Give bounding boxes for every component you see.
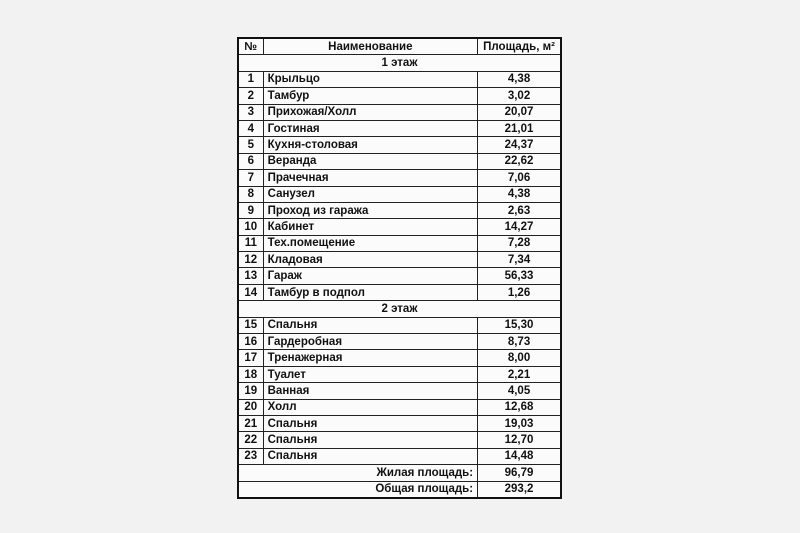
room-name: Тех.помещение bbox=[263, 235, 477, 251]
header-name: Наименование bbox=[263, 38, 477, 55]
table-row bbox=[238, 252, 561, 268]
room-name: Крыльцо bbox=[263, 71, 477, 87]
table-row bbox=[238, 334, 561, 350]
room-number: 18 bbox=[238, 366, 263, 382]
room-number: 9 bbox=[238, 202, 263, 218]
room-number: 2 bbox=[238, 88, 263, 104]
header-row bbox=[238, 38, 561, 55]
room-number: 5 bbox=[238, 137, 263, 153]
room-name: Тамбур bbox=[263, 88, 477, 104]
table-row bbox=[238, 153, 561, 169]
table-row bbox=[238, 268, 561, 284]
table-row bbox=[238, 415, 561, 431]
room-name: Спальня bbox=[263, 317, 477, 333]
room-name: Прихожая/Холл bbox=[263, 104, 477, 120]
room-area: 3,02 bbox=[478, 88, 561, 104]
room-number: 12 bbox=[238, 252, 263, 268]
floor-label: 1 этаж bbox=[238, 55, 561, 71]
table-row bbox=[238, 350, 561, 366]
room-area: 2,21 bbox=[478, 366, 561, 382]
room-name: Тренажерная bbox=[263, 350, 477, 366]
room-area: 8,00 bbox=[478, 350, 561, 366]
room-name: Спальня bbox=[263, 415, 477, 431]
room-area-table bbox=[237, 37, 562, 499]
room-number: 4 bbox=[238, 120, 263, 136]
room-name: Кухня-столовая bbox=[263, 137, 477, 153]
room-area: 2,63 bbox=[478, 202, 561, 218]
room-number: 3 bbox=[238, 104, 263, 120]
room-number: 15 bbox=[238, 317, 263, 333]
room-number: 23 bbox=[238, 448, 263, 464]
table-row bbox=[238, 186, 561, 202]
room-name: Гостиная bbox=[263, 120, 477, 136]
room-area: 8,73 bbox=[478, 334, 561, 350]
table-body bbox=[238, 55, 561, 498]
room-name: Гардеробная bbox=[263, 334, 477, 350]
floor-label: 2 этаж bbox=[238, 301, 561, 317]
room-area: 14,48 bbox=[478, 448, 561, 464]
room-name: Прачечная bbox=[263, 170, 477, 186]
table-row bbox=[238, 88, 561, 104]
room-name: Спальня bbox=[263, 448, 477, 464]
room-area: 24,37 bbox=[478, 137, 561, 153]
room-area: 4,38 bbox=[478, 71, 561, 87]
total-row bbox=[238, 465, 561, 481]
room-number: 20 bbox=[238, 399, 263, 415]
header-area: Площадь, м² bbox=[478, 38, 561, 55]
total-row bbox=[238, 481, 561, 498]
room-number: 6 bbox=[238, 153, 263, 169]
table-row bbox=[238, 383, 561, 399]
room-number: 1 bbox=[238, 71, 263, 87]
room-number: 22 bbox=[238, 432, 263, 448]
total-value: 293,2 bbox=[478, 481, 561, 498]
room-number: 21 bbox=[238, 415, 263, 431]
room-name: Кладовая bbox=[263, 252, 477, 268]
table-row bbox=[238, 120, 561, 136]
room-number: 17 bbox=[238, 350, 263, 366]
room-number: 13 bbox=[238, 268, 263, 284]
room-name: Гараж bbox=[263, 268, 477, 284]
room-name: Кабинет bbox=[263, 219, 477, 235]
total-label: Общая площадь: bbox=[238, 481, 478, 498]
room-area: 4,05 bbox=[478, 383, 561, 399]
room-number: 19 bbox=[238, 383, 263, 399]
table-row bbox=[238, 71, 561, 87]
room-area: 7,06 bbox=[478, 170, 561, 186]
room-area: 56,33 bbox=[478, 268, 561, 284]
table-row bbox=[238, 170, 561, 186]
table-row bbox=[238, 399, 561, 415]
room-area: 12,68 bbox=[478, 399, 561, 415]
room-number: 14 bbox=[238, 284, 263, 300]
table-row bbox=[238, 284, 561, 300]
room-number: 11 bbox=[238, 235, 263, 251]
room-number: 8 bbox=[238, 186, 263, 202]
room-number: 7 bbox=[238, 170, 263, 186]
room-number: 10 bbox=[238, 219, 263, 235]
total-value: 96,79 bbox=[478, 465, 561, 481]
room-name: Ванная bbox=[263, 383, 477, 399]
room-area: 7,34 bbox=[478, 252, 561, 268]
room-area: 4,38 bbox=[478, 186, 561, 202]
room-name: Тамбур в подпол bbox=[263, 284, 477, 300]
room-name: Спальня bbox=[263, 432, 477, 448]
room-area: 12,70 bbox=[478, 432, 561, 448]
table-row bbox=[238, 432, 561, 448]
table-row bbox=[238, 219, 561, 235]
room-area: 20,07 bbox=[478, 104, 561, 120]
room-area: 22,62 bbox=[478, 153, 561, 169]
table-row bbox=[238, 317, 561, 333]
room-name: Туалет bbox=[263, 366, 477, 382]
room-area: 1,26 bbox=[478, 284, 561, 300]
room-number: 16 bbox=[238, 334, 263, 350]
room-area: 21,01 bbox=[478, 120, 561, 136]
table-row bbox=[238, 448, 561, 464]
room-area: 19,03 bbox=[478, 415, 561, 431]
total-label: Жилая площадь: bbox=[238, 465, 478, 481]
floor-header-row bbox=[238, 55, 561, 71]
table-row bbox=[238, 202, 561, 218]
table-row bbox=[238, 104, 561, 120]
room-area: 14,27 bbox=[478, 219, 561, 235]
room-name: Веранда bbox=[263, 153, 477, 169]
table-row bbox=[238, 235, 561, 251]
room-name: Проход из гаража bbox=[263, 202, 477, 218]
room-area: 7,28 bbox=[478, 235, 561, 251]
header-num: № bbox=[238, 38, 263, 55]
room-area: 15,30 bbox=[478, 317, 561, 333]
floor-header-row bbox=[238, 301, 561, 317]
table-row bbox=[238, 366, 561, 382]
room-name: Холл bbox=[263, 399, 477, 415]
table-row bbox=[238, 137, 561, 153]
room-name: Санузел bbox=[263, 186, 477, 202]
